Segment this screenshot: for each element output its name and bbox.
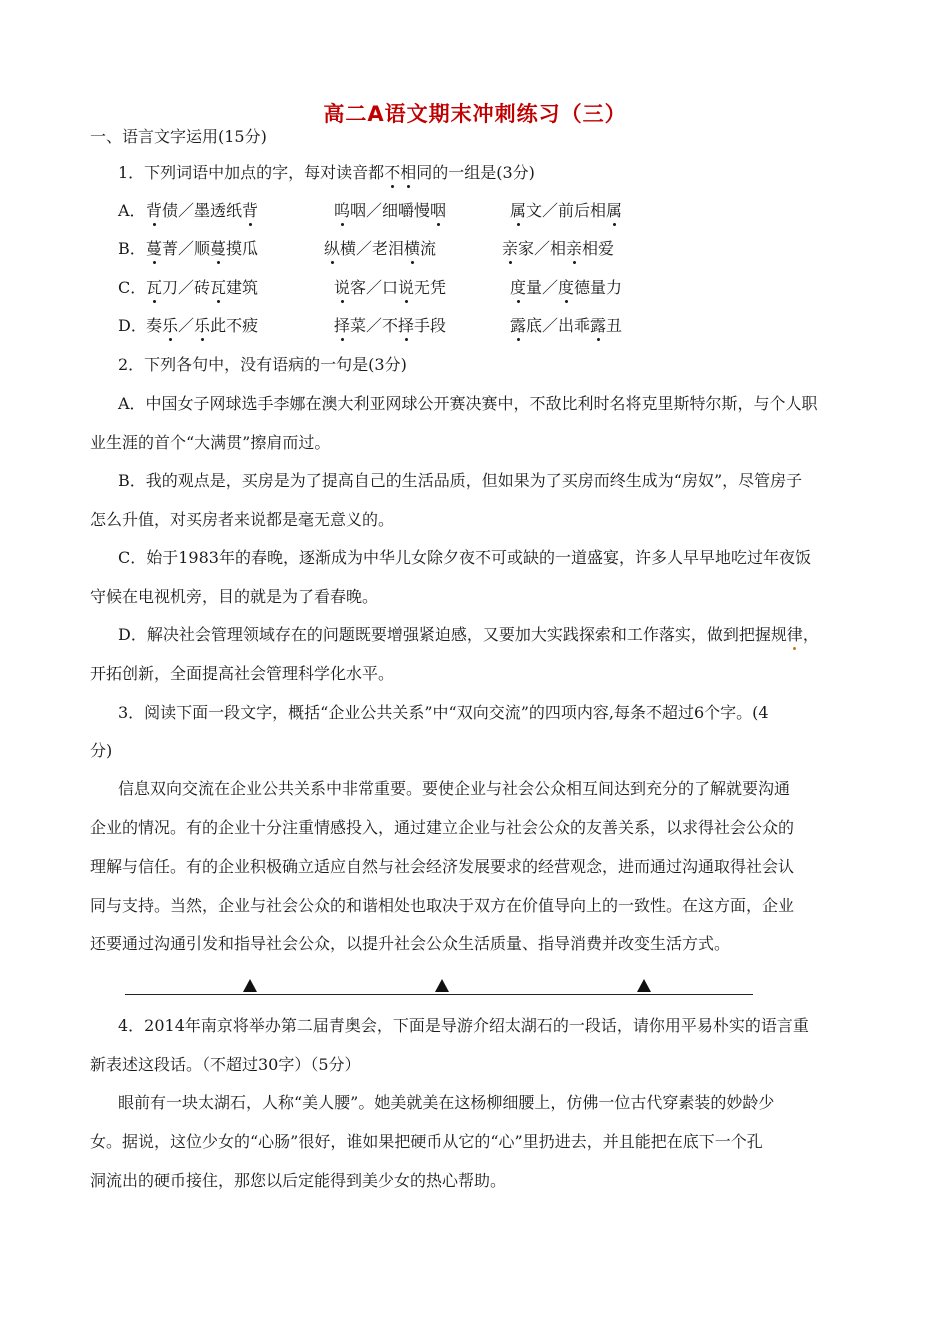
text-segment: 菜／不 [350, 316, 399, 335]
dotted-character: 属 [606, 201, 623, 220]
text-segment: 相爱 [582, 239, 615, 258]
dotted-character: 相 [400, 163, 417, 182]
dotted-character: 亲 [502, 239, 519, 258]
text-segment: 咽／细嚼慢 [350, 201, 431, 220]
q2-option-c-line1: C．始于1983年的春晚，逐渐成为中华儿女除夕夜不可或缺的一道盛宴，许多人早早地吃过年夜饭 [118, 548, 811, 567]
option-c-col2 [334, 278, 446, 298]
option-a-col2 [334, 201, 446, 221]
q2-option-b-line2: 怎么升值，对买房者来说都是毫无意义的。 [90, 510, 395, 529]
text-segment: 流 [420, 239, 437, 258]
dotted-character: 露 [590, 316, 607, 335]
q3-passage-line3: 理解与信任。有的企业积极确立适应自然与社会经济发展要求的经营观念，进而通过沟通取得社会认 [90, 857, 795, 876]
answer-marker-2 [435, 979, 449, 992]
option-c-col3 [510, 278, 622, 298]
text-segment: C． [118, 278, 147, 297]
dotted-character: 横 [404, 239, 421, 258]
dotted-character: 背 [146, 201, 163, 220]
dotted-character: 蔓 [210, 239, 227, 258]
option-d-col1 [146, 316, 258, 336]
option-a-col1 [146, 201, 258, 221]
dotted-character: 背 [242, 201, 259, 220]
dotted-character: 蔓 [146, 239, 163, 258]
text-segment: 德量力 [574, 278, 623, 297]
text-segment: D． [118, 316, 147, 335]
dotted-character: 不 [384, 163, 401, 182]
option-d-col2 [334, 316, 446, 336]
text-segment: B． [118, 239, 146, 258]
dotted-character: 规律， [770, 625, 819, 644]
answer-line [125, 994, 753, 995]
text-segment: 此不疲 [210, 316, 259, 335]
q4-stem-line1: 4．2014年南京将举办第二届青奥会，下面是导游介绍太湖石的一段话，请你用平易朴实的语言重 [118, 1016, 809, 1035]
option-b-col1 [146, 239, 258, 259]
q1-option-d [118, 316, 623, 336]
dotted-character: 瓦 [146, 278, 163, 297]
text-segment: 量／ [526, 278, 559, 297]
text-segment: 横／老泪 [340, 239, 405, 258]
option-c-col1 [146, 278, 258, 298]
text-segment: 无凭 [414, 278, 447, 297]
text-segment: 底／出乖 [526, 316, 591, 335]
dotted-character: 露 [510, 316, 527, 335]
text-segment: 奏 [146, 316, 163, 335]
text-segment: 建筑 [226, 278, 259, 297]
dotted-character: 说 [334, 278, 351, 297]
q2-option-a-line1: A．中国女子网球选手李娜在澳大利亚网球公开赛决赛中，不敌比利时名将克里斯特尔斯，与个人职 [118, 394, 818, 413]
q1-option-b [118, 239, 615, 259]
text-segment: 丑 [606, 316, 623, 335]
q3-stem-line2: 分) [90, 741, 113, 760]
section-heading: 一、语言文字运用(15分) [90, 127, 267, 146]
answer-marker-3 [637, 979, 651, 992]
dotted-character: 度 [510, 278, 527, 297]
dotted-character: 乐 [194, 316, 211, 335]
q2-option-b-line1: B．我的观点是，买房是为了提高自己的生活品质，但如果为了买房而终生成为“房奴”，尽管房子 [118, 471, 803, 490]
dotted-character: 属 [510, 201, 527, 220]
dotted-character: 度 [558, 278, 575, 297]
dotted-character: 择 [334, 316, 351, 335]
text-segment: 菁／顺 [162, 239, 211, 258]
q4-passage-line3: 洞流出的硬币接住，那您以后定能得到美少女的热心帮助。 [90, 1171, 507, 1190]
q2-option-d-line2: 开拓创新，全面提高社会管理科学化水平。 [90, 664, 395, 683]
text-segment: 1．下列词语中加点的字，每对读音都 [118, 163, 385, 182]
text-segment: 客／口 [350, 278, 399, 297]
text-segment: 文／前后相 [526, 201, 607, 220]
dotted-character: 说 [398, 278, 415, 297]
text-segment: 手段 [414, 316, 447, 335]
dotted-character: 呜 [334, 201, 351, 220]
q3-passage-line4: 同与支持。当然，企业与社会公众的和谐相处也取决于双方在价值导向上的一致性。在这方面，企业 [90, 896, 795, 915]
q3-passage-line5: 还要通过沟通引发和指导社会公众，以提升社会公众生活质量、指导消费并改变生活方式。 [90, 934, 731, 953]
text-segment: 家／相 [518, 239, 567, 258]
option-b-col3 [502, 239, 614, 259]
q1-option-a [118, 201, 623, 221]
q2-option-d-line1 [118, 625, 819, 645]
option-d-col3 [510, 316, 622, 336]
q3-passage-line1: 信息双向交流在企业公共关系中非常重要。要使企业与社会公众相互间达到充分的了解就要沟通 [118, 779, 791, 798]
dotted-character: 亲 [566, 239, 583, 258]
text-segment: 债／墨透纸 [162, 201, 243, 220]
text-segment: 刀／砖 [162, 278, 211, 297]
dotted-character: 择 [398, 316, 415, 335]
q4-passage-line2: 女。据说，这位少女的“心肠”很好，谁如果把硬币从它的“心”里扔进去，并且能把在底下一个孔 [90, 1132, 763, 1151]
dotted-character: 乐 [162, 316, 179, 335]
q2-option-a-line2: 业生涯的首个“大满贯”擦肩而过。 [90, 433, 331, 452]
text-segment: A． [118, 201, 146, 220]
dotted-character: 咽 [430, 201, 447, 220]
q3-stem-line1: 3．阅读下面一段文字，概括“企业公共关系”中“双向交流”的四项内容,每条不超过6个字。(4 [118, 703, 769, 722]
q4-stem-line2: 新表述这段话。（不超过30字）（5分） [90, 1055, 361, 1074]
q1-option-c [118, 278, 623, 298]
q1-stem [118, 163, 535, 183]
q3-passage-line2: 企业的情况。有的企业十分注重情感投入，通过建立企业与社会公众的友善关系，以求得社会公众的 [90, 818, 795, 837]
text-segment: 同的一组是(3分) [416, 163, 535, 182]
dotted-character: 瓦 [210, 278, 227, 297]
q4-passage-line1: 眼前有一块太湖石，人称“美人腰”。她美就美在这杨柳细腰上，仿佛一位古代穿素装的妙龄少 [118, 1093, 775, 1112]
text-segment: 摸瓜 [226, 239, 259, 258]
q2-stem: 2．下列各句中，没有语病的一句是(3分) [118, 355, 407, 374]
text-segment: ／ [178, 316, 195, 335]
text-segment: D．解决社会管理领域存在的问题既要增强紧迫感，又要加大实践探索和工作落实，做到把握 [118, 625, 771, 644]
page-title: 高二A语文期末冲刺练习（三） [323, 102, 627, 126]
option-b-col2 [324, 239, 436, 259]
dotted-character: 纵 [324, 239, 341, 258]
q2-option-c-line2: 守候在电视机旁，目的就是为了看春晚。 [90, 587, 379, 606]
option-a-col3 [510, 201, 622, 221]
answer-marker-1 [243, 979, 257, 992]
